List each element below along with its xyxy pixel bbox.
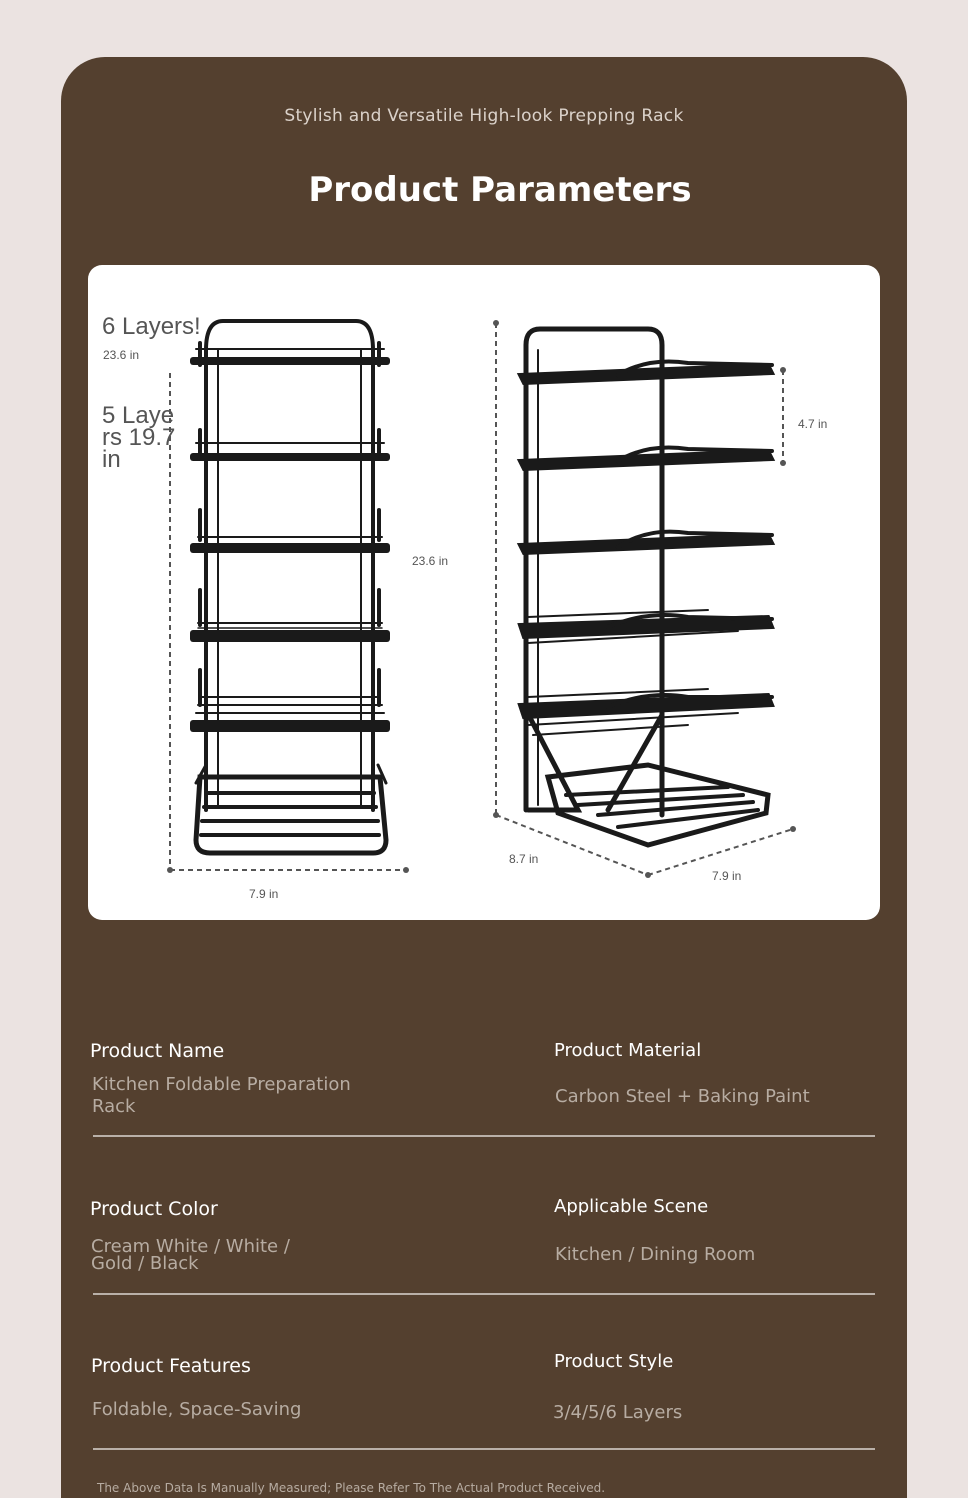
product-color-label: Product Color [90, 1198, 218, 1220]
row-divider [93, 1448, 875, 1450]
measurement-footnote: The Above Data Is Manually Measured; Please Refer To The Actual Product Received. [97, 1481, 606, 1495]
callout-six-layers: 6 Layers! [102, 313, 201, 340]
product-color-value: Cream White / White / Gold / Black [91, 1236, 290, 1274]
product-features-label: Product Features [91, 1355, 251, 1377]
product-style-value: 3/4/5/6 Layers [553, 1402, 683, 1423]
rack-illustration [88, 265, 880, 920]
side-width-label: 7.9 in [712, 869, 742, 883]
front-view-rack [190, 321, 390, 853]
product-material-value: Carbon Steel + Baking Paint [555, 1086, 810, 1107]
product-material-label: Product Material [554, 1040, 702, 1061]
page-title: Product Parameters [308, 170, 692, 210]
product-style-label: Product Style [554, 1351, 674, 1372]
front-width-label: 7.9 in [249, 887, 279, 901]
side-view-rack [520, 329, 772, 845]
callout-five-layers: 5 Laye rs 19.7 in [102, 402, 176, 473]
product-features-value: Foldable, Space-Saving [92, 1399, 302, 1420]
product-name-value: Kitchen Foldable Preparation Rack [92, 1074, 351, 1117]
front-height-label: 23.6 in [412, 554, 449, 568]
side-spacing-label: 4.7 in [798, 417, 828, 431]
product-diagram-panel [88, 265, 880, 920]
page-subtitle: Stylish and Versatile High-look Prepping Rack [284, 106, 684, 126]
side-depth-label: 8.7 in [509, 852, 539, 866]
product-name-label: Product Name [90, 1040, 225, 1062]
row-divider [93, 1293, 875, 1295]
applicable-scene-label: Applicable Scene [554, 1196, 709, 1217]
applicable-scene-value: Kitchen / Dining Room [555, 1244, 756, 1265]
row-divider [93, 1135, 875, 1137]
callout-six-layers-height: 23.6 in [103, 348, 140, 362]
